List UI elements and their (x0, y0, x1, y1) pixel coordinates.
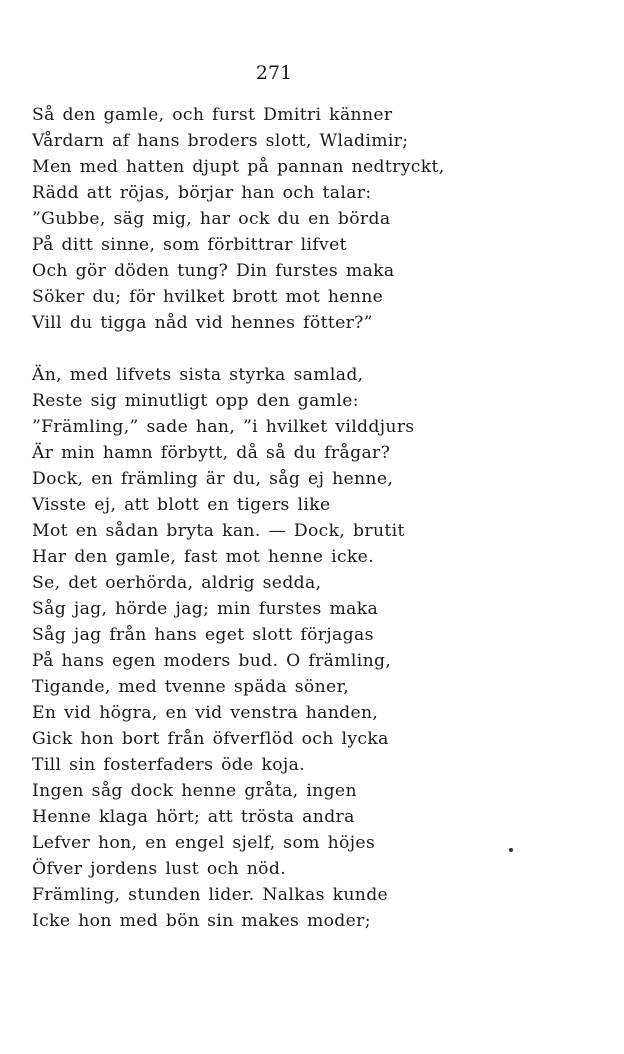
verse-line: ”Främling,” sade han, ”i hvilket vilddjurs (32, 417, 415, 437)
verse-line: Till sin fosterfaders öde koja. (32, 755, 306, 775)
stanza-2 (32, 362, 415, 934)
verse-line: Se, det oerhörda, aldrig sedda, (32, 573, 322, 593)
ink-speck (509, 848, 513, 852)
verse-line: Dock, en främling är du, såg ej henne, (32, 469, 394, 489)
verse-line: Söker du; för hvilket brott mot henne (32, 287, 384, 307)
verse-line: Rädd att röjas, börjar han och talar: (32, 183, 372, 203)
verse-line: Såg jag, hörde jag; min furstes maka (32, 599, 379, 619)
verse-line: Är min hamn förbytt, då så du frågar? (32, 443, 391, 463)
verse-line: Främling, stunden lider. Nalkas kunde (32, 885, 389, 905)
verse-line: Icke hon med bön sin makes moder; (32, 911, 371, 931)
verse-line: Såg jag från hans eget slott förjagas (32, 625, 374, 645)
verse-line: På ditt sinne, som förbittrar lifvet (32, 235, 347, 255)
verse-line: Mot en sådan bryta kan. — Dock, brutit (32, 521, 405, 541)
verse-line: Tigande, med tvenne späda söner, (32, 677, 350, 697)
verse-line: Men med hatten djupt på pannan nedtryckt, (32, 157, 445, 177)
verse-line: En vid högra, en vid venstra handen, (32, 703, 379, 723)
verse-line: Så den gamle, och furst Dmitri känner (32, 105, 393, 125)
verse-line: Än, med lifvets sista styrka samlad, (32, 365, 364, 385)
stanza-1 (32, 102, 445, 336)
page-number: 271 (255, 62, 293, 84)
verse-line: Öfver jordens lust och nöd. (32, 859, 287, 879)
verse-line: Ingen såg dock henne gråta, ingen (32, 781, 357, 801)
verse-line: ”Gubbe, säg mig, har ock du en börda (32, 209, 391, 229)
verse-line: På hans egen moders bud. O främling, (32, 651, 392, 671)
verse-line: Och gör döden tung? Din furstes maka (32, 261, 395, 281)
verse-line: Reste sig minutligt opp den gamle: (32, 391, 359, 411)
verse-line: Henne klaga hört; att trösta andra (32, 807, 355, 827)
verse-line: Lefver hon, en engel sjelf, som höjes (32, 833, 376, 853)
verse-line: Vill du tigga nåd vid hennes fötter?” (32, 313, 373, 333)
verse-line: Har den gamle, fast mot henne icke. (32, 547, 375, 567)
verse-line: Gick hon bort från öfverflöd och lycka (32, 729, 389, 749)
verse-line: Visste ej, att blott en tigers like (32, 495, 331, 515)
verse-line: Vårdarn af hans broders slott, Wladimir; (32, 131, 409, 151)
